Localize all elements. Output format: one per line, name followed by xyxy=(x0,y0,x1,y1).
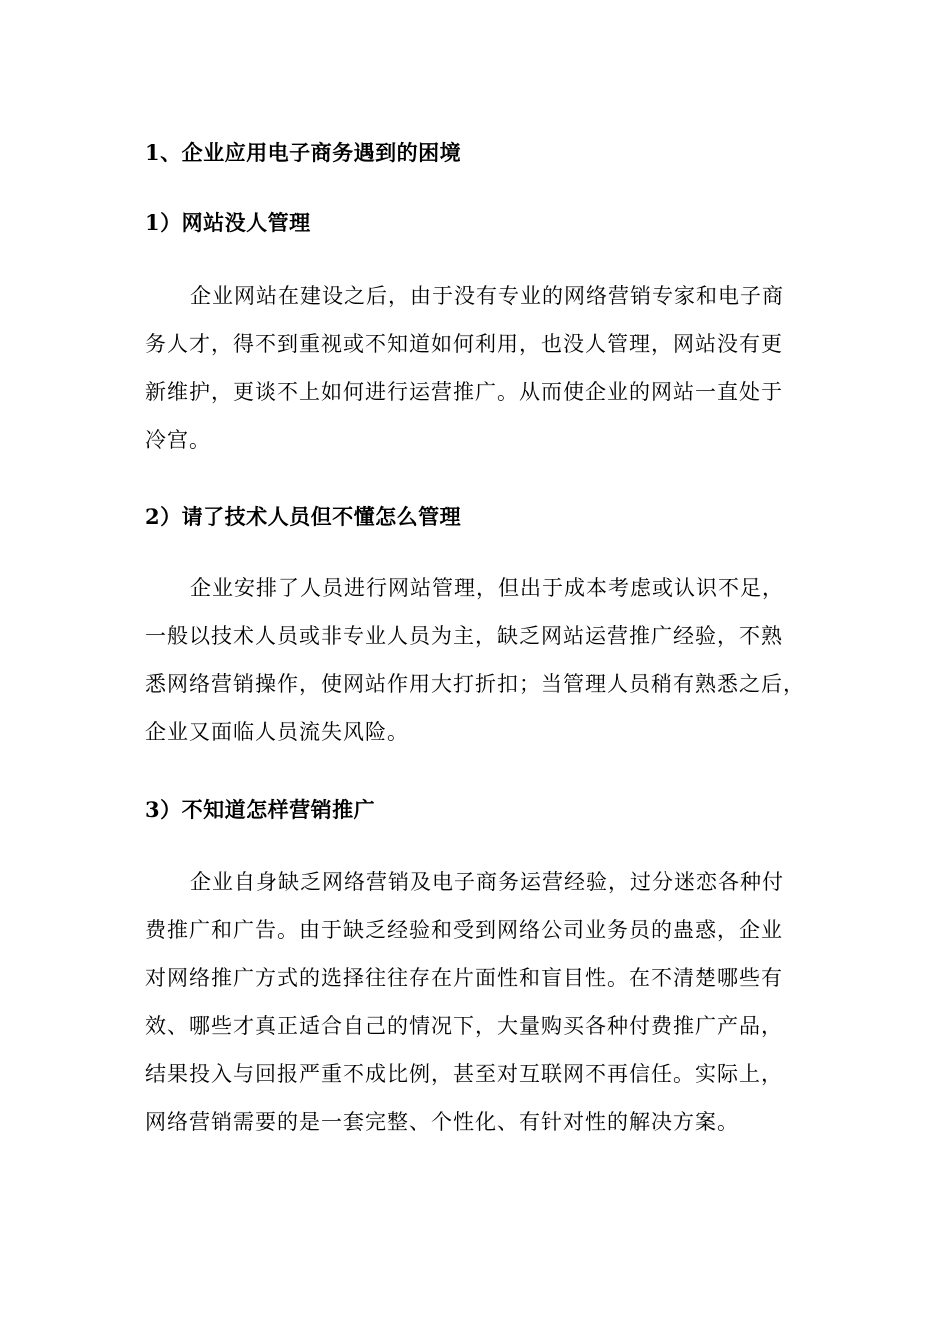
paragraph-line: 效、哪些才真正适合自己的情况下，大量购买各种付费推广产品， xyxy=(145,1014,783,1038)
paragraph-line: 企业安排了人员进行网站管理，但出于成本考虑或认识不足， xyxy=(190,576,784,600)
paragraph-line: 新维护，更谈不上如何进行运营推广。从而使企业的网站一直处于 xyxy=(145,380,783,404)
paragraph-line: 网络营销需要的是一套完整、个性化、有针对性的解决方案。 xyxy=(145,1110,739,1134)
subsection-heading-2: 2）请了技术人员但不懂怎么管理 xyxy=(145,504,462,529)
subsection-heading-1: 1）网站没人管理 xyxy=(145,210,311,235)
paragraph-line: 企业自身缺乏网络营销及电子商务运营经验，过分迷恋各种付 xyxy=(190,870,784,894)
paragraph-line: 一般以技术人员或非专业人员为主，缺乏网站运营推广经验，不熟 xyxy=(145,624,783,648)
subsection-heading-3: 3）不知道怎样营销推广 xyxy=(145,797,376,822)
paragraph-line: 结果投入与回报严重不成比例，甚至对互联网不再信任。实际上， xyxy=(145,1062,783,1086)
paragraph-line: 务人才，得不到重视或不知道如何利用，也没人管理，网站没有更 xyxy=(145,332,783,356)
paragraph-2 xyxy=(145,564,810,756)
paragraph-3 xyxy=(145,858,810,1146)
paragraph-line: 企业网站在建设之后，由于没有专业的网络营销专家和电子商 xyxy=(190,284,784,308)
paragraph-line: 对网络推广方式的选择往往存在片面性和盲目性。在不清楚哪些有 xyxy=(145,966,783,990)
paragraph-line: 费推广和广告。由于缺乏经验和受到网络公司业务员的蛊惑，企业 xyxy=(145,918,783,942)
paragraph-line: 悉网络营销操作，使网站作用大打折扣；当管理人员稍有熟悉之后， xyxy=(145,672,805,696)
paragraph-1 xyxy=(145,272,810,464)
paragraph-line: 冷宫。 xyxy=(145,428,211,452)
section-title: 1、企业应用电子商务遇到的困境 xyxy=(145,140,462,165)
paragraph-line: 企业又面临人员流失风险。 xyxy=(145,720,409,744)
